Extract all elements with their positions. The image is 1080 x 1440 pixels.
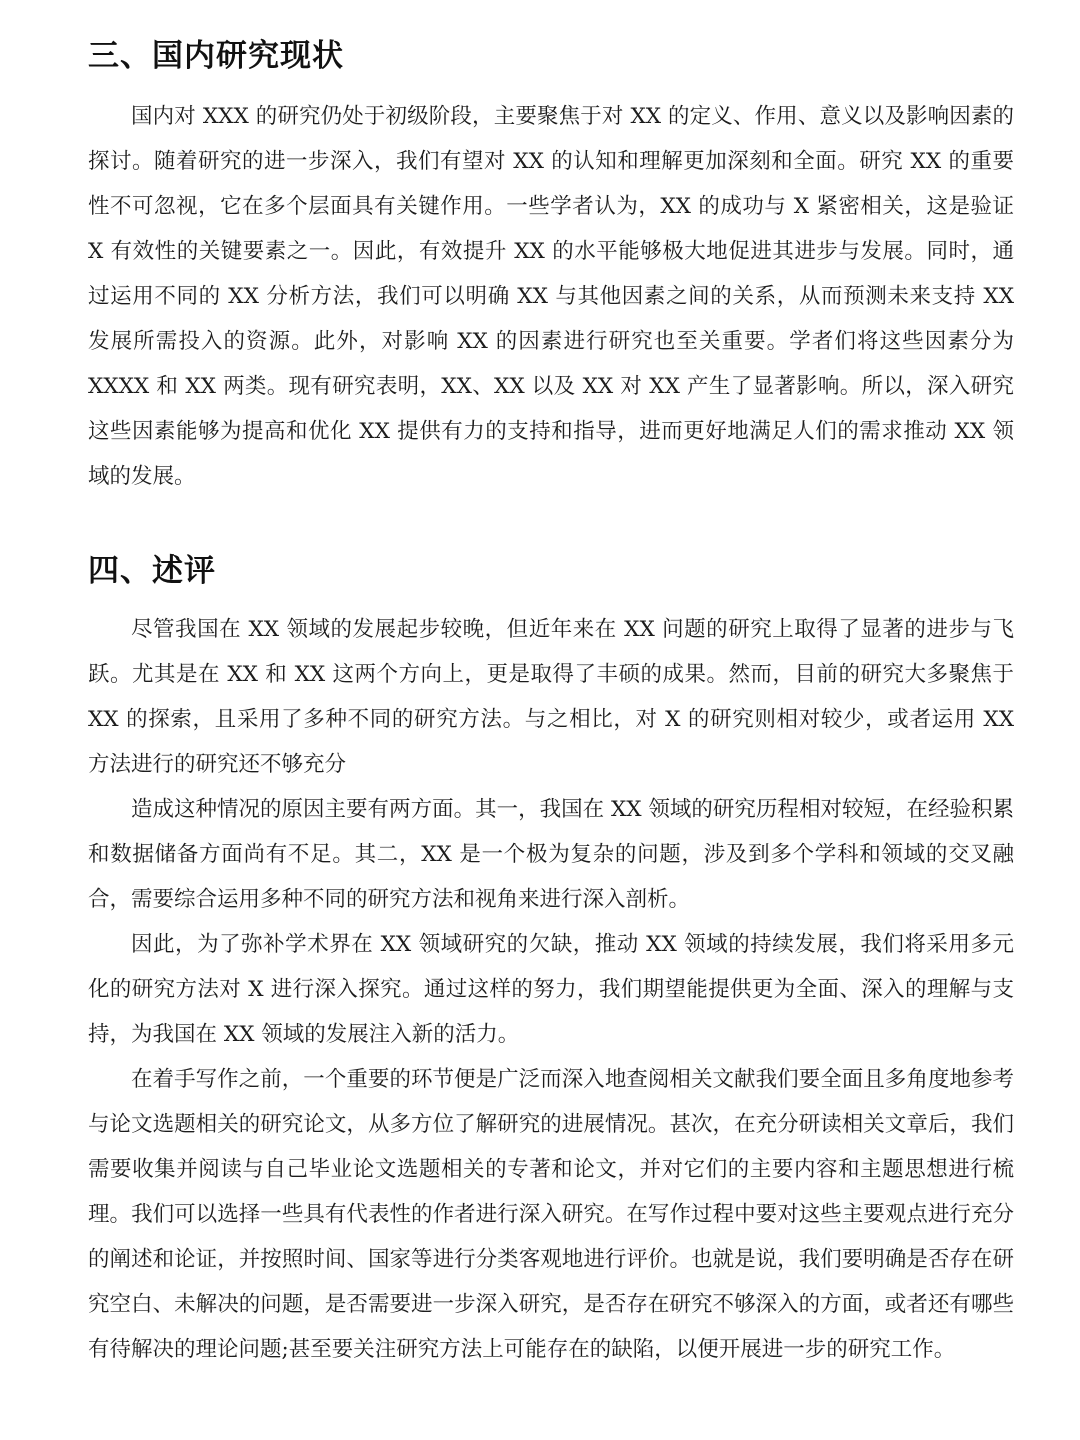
section-body bbox=[88, 607, 1014, 1372]
paragraph: 造成这种情况的原因主要有两方面。其一，我国在 XX 领域的研究历程相对较短，在经验积累和数据储备方面尚有不足。其二，XX 是一个极为复杂的问题，涉及到多个学科和领域的交叉融合，需要综合运用多种不同的研究方法和视角来进行深入剖析。 bbox=[88, 797, 1014, 912]
section-heading: 四、述评 bbox=[88, 553, 216, 589]
paragraph: 在着手写作之前，一个重要的环节便是广泛而深入地查阅相关文献我们要全面且多角度地参考与论文选题相关的研究论文，从多方位了解研究的进展情况。甚次，在充分研读相关文章后，我们需要收集并阅读与自己毕业论文选题相关的专著和论文，并对它们的主要内容和主题思想进行梳理。我们可以选择一些具有代表性的作者进行深入研究。在写作过程中要对这些主要观点进行充分的阐述和论证，并按照时间、国家等进行分类客观地进行评价。也就是说，我们要明确是否存在研究空白、未解决的问题，是否需要进一步深入研究，是否存在研究不够深入的方面，或者还有哪些有待解决的理论问题;甚至要关注研究方法上可能存在的缺陷，以便开展进一步的研究工作。 bbox=[88, 1067, 1014, 1362]
section-domestic-research-status bbox=[88, 30, 1014, 499]
paragraph: 国内对 XXX 的研究仍处于初级阶段，主要聚焦于对 XX 的定义、作用、意义以及影响因素的探讨。随着研究的进一步深入，我们有望对 XX 的认知和理解更加深刻和全面。研究 XX 的重要性不可忽视，它在多个层面具有关键作用。一些学者认为，XX 的成功与 X 紧密相关，这是验证 X 有效性的关键要素之一。因此，有效提升 XX 的水平能够极大地促进其进步与发展。同时，通过运用不同的 XX 分析方法，我们可以明确 XX 与其他因素之间的关系，从而预测未来支持 XX 发展所需投入的资源。此外，对影响 XX 的因素进行研究也至关重要。学者们将这些因素分为 XXXX 和 XX 两类。现有研究表明，XX、XX 以及 XX 对 XX 产生了显著影响。所以，深入研究这些因素能够为提高和优化 XX 提供有力的支持和指导，进而更好地满足人们的需求推动 XX 领域的发展。 bbox=[88, 104, 1014, 489]
document-page bbox=[88, 30, 1014, 1372]
paragraph: 因此，为了弥补学术界在 XX 领域研究的欠缺，推动 XX 领域的持续发展，我们将采用多元化的研究方法对 X 进行深入探究。通过这样的努力，我们期望能提供更为全面、深入的理解与支持，为我国在 XX 领域的发展注入新的活力。 bbox=[88, 932, 1014, 1047]
section-review bbox=[88, 545, 1014, 1372]
paragraph: 尽管我国在 XX 领域的发展起步较晚，但近年来在 XX 问题的研究上取得了显著的进步与飞跃。尤其是在 XX 和 XX 这两个方向上，更是取得了丰硕的成果。然而，目前的研究大多聚焦于 XX 的探索，且采用了多种不同的研究方法。与之相比，对 X 的研究则相对较少，或者运用 XX 方法进行的研究还不够充分 bbox=[88, 617, 1014, 777]
section-heading: 三、国内研究现状 bbox=[88, 38, 344, 74]
section-body bbox=[88, 94, 1014, 499]
